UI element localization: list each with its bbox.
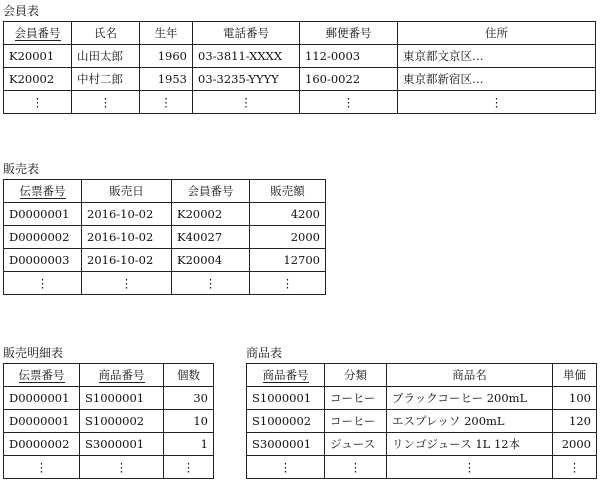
table-cell: 4200	[250, 203, 326, 226]
table-cell: K20002	[4, 68, 72, 91]
table-row	[4, 387, 214, 410]
products-col-product-id: 商品番号	[247, 364, 325, 387]
table-row	[4, 68, 596, 91]
table-row	[247, 387, 597, 410]
sales-details-table	[3, 363, 214, 479]
table-cell: 東京都文京区…	[398, 45, 596, 68]
table-row	[4, 226, 326, 249]
sales-header-row	[4, 180, 326, 203]
table-row	[4, 433, 214, 456]
table-cell: 12700	[250, 249, 326, 272]
table-cell: 10	[164, 410, 214, 433]
members-table-block	[3, 4, 596, 114]
members-table-caption: 会員表	[3, 4, 40, 18]
table-row	[4, 272, 326, 295]
members-col-birth-year: 生年	[140, 22, 193, 45]
table-cell: 2000	[250, 226, 326, 249]
table-cell: リンゴジュース 1L 12本	[387, 433, 553, 456]
sales-table-block	[3, 162, 326, 295]
products-col-product-name: 商品名	[387, 364, 553, 387]
table-cell: コーヒー	[325, 387, 387, 410]
ellipsis-cell: ⋮	[300, 91, 398, 114]
table-row	[247, 433, 597, 456]
products-table	[246, 363, 597, 479]
table-cell: D0000002	[4, 433, 80, 456]
ellipsis-cell: ⋮	[387, 456, 553, 479]
members-table	[3, 21, 596, 114]
table-cell: S3000001	[247, 433, 325, 456]
table-cell: S3000001	[80, 433, 164, 456]
products-table-caption: 商品表	[246, 346, 283, 360]
table-cell: D0000001	[4, 410, 80, 433]
sales-col-slip-id: 伝票番号	[4, 180, 82, 203]
table-cell: D0000002	[4, 226, 82, 249]
table-cell: ジュース	[325, 433, 387, 456]
table-cell: K20002	[172, 203, 250, 226]
products-table-block	[246, 346, 597, 479]
table-cell: 120	[553, 410, 597, 433]
sales-col-amount: 販売額	[250, 180, 326, 203]
products-header-row	[247, 364, 597, 387]
table-cell: K40027	[172, 226, 250, 249]
ellipsis-cell: ⋮	[193, 91, 300, 114]
table-cell: D0000001	[4, 203, 82, 226]
products-col-category: 分類	[325, 364, 387, 387]
ellipsis-cell: ⋮	[247, 456, 325, 479]
table-cell: 1953	[140, 68, 193, 91]
ellipsis-cell: ⋮	[398, 91, 596, 114]
details-col-product-id: 商品番号	[80, 364, 164, 387]
sales-details-table-block	[3, 346, 214, 479]
table-row	[4, 91, 596, 114]
table-cell: 100	[553, 387, 597, 410]
table-row	[4, 203, 326, 226]
members-header-row	[4, 22, 596, 45]
table-cell: 30	[164, 387, 214, 410]
table-cell: K20004	[172, 249, 250, 272]
table-cell: 160-0022	[300, 68, 398, 91]
ellipsis-cell: ⋮	[553, 456, 597, 479]
table-cell: エスプレッソ 200mL	[387, 410, 553, 433]
table-cell: 1960	[140, 45, 193, 68]
members-col-address: 住所	[398, 22, 596, 45]
table-row	[4, 410, 214, 433]
ellipsis-cell: ⋮	[164, 456, 214, 479]
table-row	[4, 249, 326, 272]
ellipsis-cell: ⋮	[140, 91, 193, 114]
table-row	[247, 456, 597, 479]
ellipsis-cell: ⋮	[172, 272, 250, 295]
table-cell: D0000003	[4, 249, 82, 272]
table-row	[247, 410, 597, 433]
table-cell: 2000	[553, 433, 597, 456]
members-col-phone: 電話番号	[193, 22, 300, 45]
table-row	[4, 456, 214, 479]
details-col-quantity: 個数	[164, 364, 214, 387]
details-col-slip-id: 伝票番号	[4, 364, 80, 387]
table-cell: S1000001	[80, 387, 164, 410]
members-col-name: 氏名	[72, 22, 140, 45]
ellipsis-cell: ⋮	[80, 456, 164, 479]
sales-col-date: 販売日	[82, 180, 172, 203]
products-col-unit-price: 単価	[553, 364, 597, 387]
table-cell: 2016-10-02	[82, 249, 172, 272]
table-cell: ブラックコーヒー 200mL	[387, 387, 553, 410]
ellipsis-cell: ⋮	[250, 272, 326, 295]
ellipsis-cell: ⋮	[82, 272, 172, 295]
table-cell: S1000002	[80, 410, 164, 433]
table-cell: 1	[164, 433, 214, 456]
table-cell: 03-3811-XXXX	[193, 45, 300, 68]
members-col-member-id: 会員番号	[4, 22, 72, 45]
table-cell: S1000001	[247, 387, 325, 410]
table-cell: K20001	[4, 45, 72, 68]
table-row	[4, 45, 596, 68]
table-cell: 2016-10-02	[82, 226, 172, 249]
ellipsis-cell: ⋮	[72, 91, 140, 114]
table-cell: S1000002	[247, 410, 325, 433]
sales-table-caption: 販売表	[3, 162, 40, 176]
sales-details-table-caption: 販売明細表	[3, 346, 64, 360]
ellipsis-cell: ⋮	[4, 272, 82, 295]
ellipsis-cell: ⋮	[4, 456, 80, 479]
ellipsis-cell: ⋮	[325, 456, 387, 479]
table-cell: 112-0003	[300, 45, 398, 68]
table-cell: コーヒー	[325, 410, 387, 433]
table-cell: 東京都新宿区…	[398, 68, 596, 91]
details-header-row	[4, 364, 214, 387]
table-cell: 中村二郎	[72, 68, 140, 91]
ellipsis-cell: ⋮	[4, 91, 72, 114]
members-col-postal: 郵便番号	[300, 22, 398, 45]
sales-table	[3, 179, 326, 295]
table-cell: 2016-10-02	[82, 203, 172, 226]
table-cell: 山田太郎	[72, 45, 140, 68]
table-cell: D0000001	[4, 387, 80, 410]
sales-col-member-id: 会員番号	[172, 180, 250, 203]
table-cell: 03-3235-YYYY	[193, 68, 300, 91]
